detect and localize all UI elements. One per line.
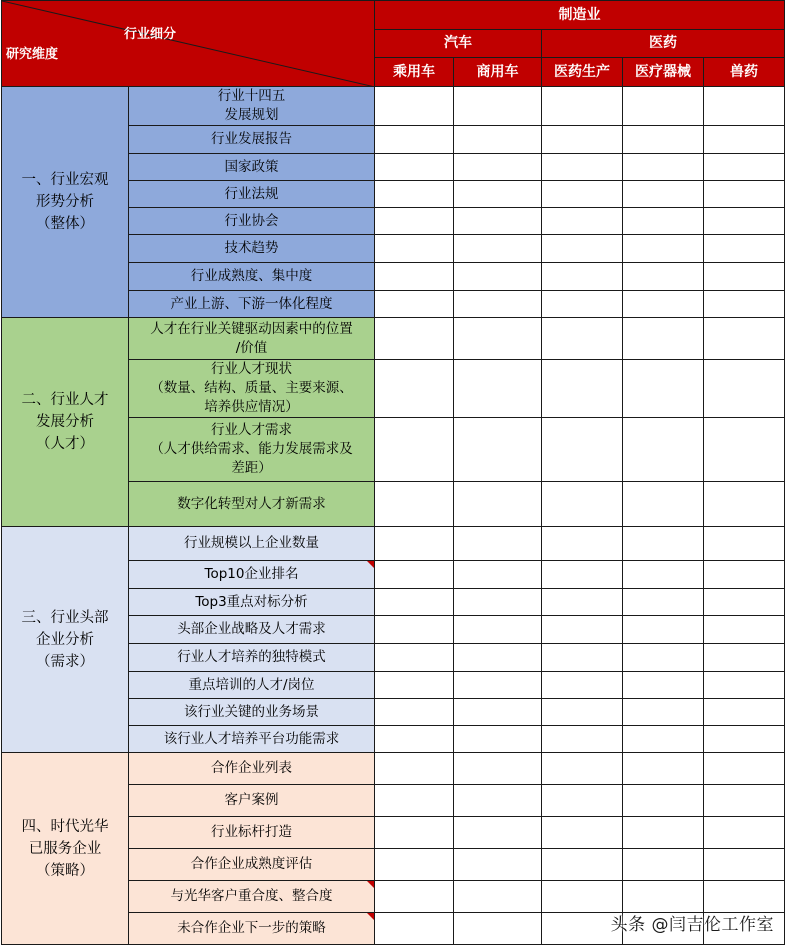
data-cell[interactable] xyxy=(542,561,623,589)
data-cell[interactable] xyxy=(454,154,542,181)
data-cell[interactable] xyxy=(454,181,542,208)
data-cell[interactable] xyxy=(454,881,542,913)
sub-item-cell: 行业规模以上企业数量 xyxy=(129,527,375,561)
data-cell[interactable] xyxy=(623,181,704,208)
data-cell[interactable] xyxy=(454,418,542,482)
data-cell[interactable] xyxy=(542,699,623,726)
data-cell[interactable] xyxy=(704,87,785,126)
data-cell[interactable] xyxy=(542,726,623,753)
data-cell[interactable] xyxy=(454,849,542,881)
comment-marker-icon xyxy=(367,881,374,888)
data-cell[interactable] xyxy=(375,527,454,561)
data-cell[interactable] xyxy=(623,235,704,263)
column-header: 乘用车 xyxy=(375,58,454,87)
data-cell[interactable] xyxy=(375,87,454,126)
data-cell[interactable] xyxy=(623,418,704,482)
industry-segment-label: 行业细分 xyxy=(124,27,177,42)
sub-item-cell: 该行业人才培养平台功能需求 xyxy=(129,726,375,753)
data-cell[interactable] xyxy=(704,126,785,154)
data-cell[interactable] xyxy=(542,785,623,817)
data-cell[interactable] xyxy=(704,785,785,817)
data-cell[interactable] xyxy=(623,126,704,154)
data-cell[interactable] xyxy=(454,318,542,360)
data-cell[interactable] xyxy=(375,235,454,263)
data-cell[interactable] xyxy=(542,235,623,263)
data-cell[interactable] xyxy=(454,263,542,291)
data-cell[interactable] xyxy=(704,482,785,527)
sub-item-cell: 行业十四五 发展规划 xyxy=(129,87,375,126)
data-cell[interactable] xyxy=(542,753,623,785)
sub-item-cell: 产业上游、下游一体化程度 xyxy=(129,291,375,318)
data-cell[interactable] xyxy=(542,181,623,208)
data-cell[interactable] xyxy=(375,208,454,235)
data-cell[interactable] xyxy=(375,360,454,418)
data-cell[interactable] xyxy=(375,561,454,589)
watermark: 头条 @闫吉伦工作室 xyxy=(610,915,774,935)
data-cell[interactable] xyxy=(704,291,785,318)
data-cell[interactable] xyxy=(704,817,785,849)
data-cell[interactable] xyxy=(623,87,704,126)
manufacturing-header: 制造业 xyxy=(375,1,785,30)
data-cell[interactable] xyxy=(542,263,623,291)
data-cell[interactable] xyxy=(375,263,454,291)
data-cell[interactable] xyxy=(704,672,785,699)
sub-item-cell: 技术趋势 xyxy=(129,235,375,263)
data-cell[interactable] xyxy=(623,817,704,849)
data-cell[interactable] xyxy=(542,318,623,360)
data-cell[interactable] xyxy=(542,360,623,418)
data-cell[interactable] xyxy=(375,785,454,817)
data-cell[interactable] xyxy=(704,527,785,561)
data-cell[interactable] xyxy=(704,644,785,672)
data-cell[interactable] xyxy=(542,154,623,181)
data-cell[interactable] xyxy=(542,208,623,235)
data-cell[interactable] xyxy=(623,699,704,726)
data-cell[interactable] xyxy=(454,291,542,318)
sub-item-cell: 行业人才需求 （人才供给需求、能力发展需求及 差距） xyxy=(129,418,375,482)
data-cell[interactable] xyxy=(454,87,542,126)
data-cell[interactable] xyxy=(704,699,785,726)
data-cell[interactable] xyxy=(542,87,623,126)
matrix-row xyxy=(2,527,785,561)
sub-item-cell: 数字化转型对人才新需求 xyxy=(129,482,375,527)
data-cell[interactable] xyxy=(704,181,785,208)
data-cell[interactable] xyxy=(454,699,542,726)
sub-item-cell: 与光华客户重合度、整合度 xyxy=(129,881,375,913)
data-cell[interactable] xyxy=(542,644,623,672)
data-cell[interactable] xyxy=(623,881,704,913)
sub-item-cell: 合作企业列表 xyxy=(129,753,375,785)
data-cell[interactable] xyxy=(454,561,542,589)
data-cell[interactable] xyxy=(623,154,704,181)
data-cell[interactable] xyxy=(623,644,704,672)
data-cell[interactable] xyxy=(623,561,704,589)
comment-marker-icon xyxy=(367,913,374,920)
data-cell[interactable] xyxy=(704,589,785,616)
sub-item-cell: 行业发展报告 xyxy=(129,126,375,154)
data-cell[interactable] xyxy=(454,235,542,263)
matrix-row xyxy=(2,87,785,126)
data-cell[interactable] xyxy=(542,482,623,527)
data-cell[interactable] xyxy=(375,126,454,154)
data-cell[interactable] xyxy=(542,672,623,699)
data-cell[interactable] xyxy=(623,616,704,644)
sub-item-cell: 行业人才现状 （数量、结构、质量、主要来源、 培养供应情况） xyxy=(129,360,375,418)
data-cell[interactable] xyxy=(542,589,623,616)
dimension-cell: 四、时代光华 已服务企业 （策略） xyxy=(2,753,129,945)
data-cell[interactable] xyxy=(375,589,454,616)
sub-item-cell: 客户案例 xyxy=(129,785,375,817)
data-cell[interactable] xyxy=(454,126,542,154)
data-cell[interactable] xyxy=(623,785,704,817)
data-cell[interactable] xyxy=(623,318,704,360)
data-cell[interactable] xyxy=(375,849,454,881)
data-cell[interactable] xyxy=(375,318,454,360)
sub-item-cell: 行业法规 xyxy=(129,181,375,208)
column-header: 商用车 xyxy=(454,58,542,87)
data-cell[interactable] xyxy=(375,753,454,785)
data-cell[interactable] xyxy=(454,616,542,644)
column-header: 兽药 xyxy=(704,58,785,87)
data-cell[interactable] xyxy=(704,561,785,589)
data-cell[interactable] xyxy=(454,785,542,817)
sub-item-cell: Top3重点对标分析 xyxy=(129,589,375,616)
data-cell[interactable] xyxy=(454,360,542,418)
sub-item-cell: 合作企业成熟度评估 xyxy=(129,849,375,881)
dimension-cell: 二、行业人才 发展分析 （人才） xyxy=(2,318,129,527)
research-dimension-label: 研究维度 xyxy=(6,47,59,62)
data-cell[interactable] xyxy=(375,726,454,753)
data-cell[interactable] xyxy=(704,154,785,181)
sub-item-cell: 人才在行业关键驱动因素中的位置 /价值 xyxy=(129,318,375,360)
diagonal-divider xyxy=(2,1,375,87)
data-cell[interactable] xyxy=(542,418,623,482)
data-cell[interactable] xyxy=(542,126,623,154)
sub-item-cell: 行业协会 xyxy=(129,208,375,235)
matrix-row xyxy=(2,318,785,360)
data-cell[interactable] xyxy=(375,181,454,208)
data-cell[interactable] xyxy=(623,482,704,527)
data-cell[interactable] xyxy=(704,263,785,291)
corner-header xyxy=(2,1,375,87)
data-cell[interactable] xyxy=(704,616,785,644)
data-cell[interactable] xyxy=(623,291,704,318)
sub-item-cell: Top10企业排名 xyxy=(129,561,375,589)
data-cell[interactable] xyxy=(704,235,785,263)
data-cell[interactable] xyxy=(623,589,704,616)
data-cell[interactable] xyxy=(542,527,623,561)
data-cell[interactable] xyxy=(375,817,454,849)
data-cell[interactable] xyxy=(623,849,704,881)
sub-item-cell: 国家政策 xyxy=(129,154,375,181)
data-cell[interactable] xyxy=(375,616,454,644)
sub-item-cell: 行业成熟度、集中度 xyxy=(129,263,375,291)
dimension-cell: 三、行业头部 企业分析 （需求） xyxy=(2,527,129,753)
comment-marker-icon xyxy=(367,561,374,568)
data-cell[interactable] xyxy=(454,208,542,235)
data-cell[interactable] xyxy=(375,482,454,527)
data-cell[interactable] xyxy=(704,418,785,482)
sub-item-cell: 行业标杆打造 xyxy=(129,817,375,849)
data-cell[interactable] xyxy=(623,208,704,235)
data-cell[interactable] xyxy=(623,527,704,561)
data-cell[interactable] xyxy=(704,849,785,881)
data-cell[interactable] xyxy=(704,881,785,913)
data-cell[interactable] xyxy=(623,672,704,699)
auto-header: 汽车 xyxy=(375,30,542,58)
matrix-row xyxy=(2,753,785,785)
data-cell[interactable] xyxy=(704,318,785,360)
data-cell[interactable] xyxy=(454,644,542,672)
data-cell[interactable] xyxy=(704,360,785,418)
data-cell[interactable] xyxy=(375,644,454,672)
data-cell[interactable] xyxy=(704,208,785,235)
data-cell[interactable] xyxy=(704,726,785,753)
data-cell[interactable] xyxy=(375,881,454,913)
data-cell[interactable] xyxy=(542,616,623,644)
data-cell[interactable] xyxy=(375,699,454,726)
sub-item-cell: 头部企业战略及人才需求 xyxy=(129,616,375,644)
data-cell[interactable] xyxy=(375,418,454,482)
data-cell[interactable] xyxy=(375,291,454,318)
data-cell[interactable] xyxy=(454,672,542,699)
data-cell[interactable] xyxy=(454,527,542,561)
data-cell[interactable] xyxy=(454,726,542,753)
sub-item-cell: 行业人才培养的独特模式 xyxy=(129,644,375,672)
sub-item-cell: 重点培训的人才/岗位 xyxy=(129,672,375,699)
data-cell[interactable] xyxy=(375,154,454,181)
data-cell[interactable] xyxy=(542,849,623,881)
data-cell[interactable] xyxy=(454,817,542,849)
data-cell[interactable] xyxy=(542,881,623,913)
dimension-cell: 一、行业宏观 形势分析 （整体） xyxy=(2,87,129,318)
data-cell[interactable] xyxy=(623,263,704,291)
data-cell[interactable] xyxy=(623,726,704,753)
column-header: 医药生产 xyxy=(542,58,623,87)
data-cell[interactable] xyxy=(454,753,542,785)
data-cell[interactable] xyxy=(375,672,454,699)
data-cell[interactable] xyxy=(542,817,623,849)
data-cell[interactable] xyxy=(375,913,454,945)
data-cell[interactable] xyxy=(704,753,785,785)
data-cell[interactable] xyxy=(623,753,704,785)
data-cell[interactable] xyxy=(454,589,542,616)
data-cell[interactable] xyxy=(542,291,623,318)
data-cell[interactable] xyxy=(623,360,704,418)
column-header: 医疗器械 xyxy=(623,58,704,87)
research-matrix-table xyxy=(1,0,785,945)
data-cell[interactable] xyxy=(454,913,542,945)
pharma-header: 医药 xyxy=(542,30,785,58)
sub-item-cell: 未合作企业下一步的策略 xyxy=(129,913,375,945)
data-cell[interactable] xyxy=(454,482,542,527)
sub-item-cell: 该行业关键的业务场景 xyxy=(129,699,375,726)
